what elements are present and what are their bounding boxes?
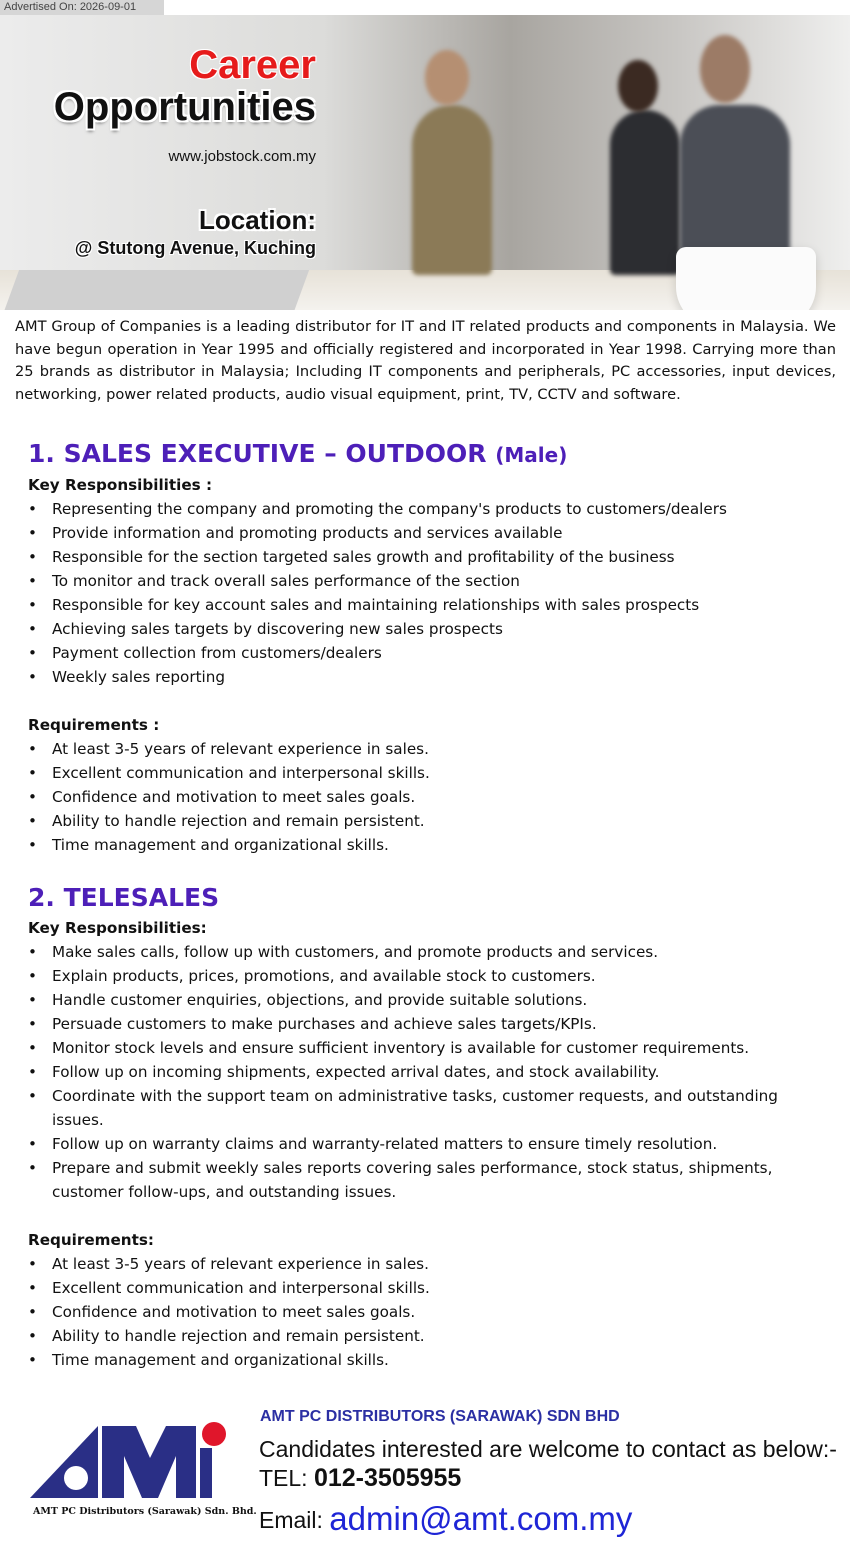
tel-label: TEL: (259, 1465, 314, 1491)
list-item: • Excellent communication and interpersonal skills. (28, 1276, 833, 1300)
list-item: • Confidence and motivation to meet sales goals. (28, 785, 833, 809)
tel-number[interactable]: 012-3505955 (313, 1464, 462, 1492)
responsibilities-list (28, 940, 833, 1204)
telephone (259, 1464, 461, 1493)
list-item: • Weekly sales reporting (28, 665, 833, 689)
email-address[interactable]: admin@amt.com.my (329, 1500, 633, 1537)
location-value: @ Stutong Avenue, Kuching (74, 238, 316, 258)
job-title-text: 1. SALES EXECUTIVE – OUTDOOR (28, 439, 487, 468)
responsibilities-list (28, 497, 833, 689)
coffee-cup-illustration (676, 247, 816, 310)
list-item: • Time management and organizational skills. (28, 1348, 833, 1372)
list-item: • Coordinate with the support team on administrative tasks, customer requests, and outstanding issues. (28, 1084, 833, 1132)
list-item: • Payment collection from customers/dealers (28, 641, 833, 665)
list-item: • Explain products, prices, promotions, and available stock to customers. (28, 964, 833, 988)
requirements-list (28, 737, 833, 857)
list-item: • Monitor stock levels and ensure sufficient inventory is available for customer requirements. (28, 1036, 833, 1060)
contact-instruction: Candidates interested are welcome to contact as below:- (259, 1436, 837, 1462)
list-item: • Achieving sales targets by discovering new sales prospects (28, 617, 833, 641)
list-item: • Confidence and motivation to meet sales goals. (28, 1300, 833, 1324)
logo-caption: AMT PC Distributors (Sarawak) Sdn. Bhd. (33, 1506, 257, 1517)
job-title-text: 2. TELESALES (28, 883, 220, 912)
person-head (700, 35, 750, 103)
requirements-list (28, 1252, 833, 1372)
list-item: • Ability to handle rejection and remain persistent. (28, 1324, 833, 1348)
list-item: • Handle customer enquiries, objections, and provide suitable solutions. (28, 988, 833, 1012)
list-item: • Ability to handle rejection and remain persistent. (28, 809, 833, 833)
responsibilities-heading: Key Responsibilities : (28, 476, 213, 494)
website-link[interactable]: www.jobstock.com.my (168, 148, 316, 165)
email (259, 1500, 632, 1538)
hero-banner (0, 15, 850, 310)
list-item: • At least 3-5 years of relevant experience in sales. (28, 737, 833, 761)
list-item: • Provide information and promoting products and services available (28, 521, 833, 545)
job-title-note: (Male) (495, 443, 568, 467)
person-head (618, 60, 658, 112)
list-item: • At least 3-5 years of relevant experience in sales. (28, 1252, 833, 1276)
list-item: • Follow up on incoming shipments, expected arrival dates, and stock availability. (28, 1060, 833, 1084)
list-item: • Time management and organizational skills. (28, 833, 833, 857)
career-heading: Career (189, 43, 316, 87)
job-title (28, 880, 833, 916)
list-item: • Follow up on warranty claims and warranty-related matters to ensure timely resolution. (28, 1132, 833, 1156)
list-item: • Prepare and submit weekly sales reports covering sales performance, stock status, shipments, customer follow-ups, and outstanding issues. (28, 1156, 833, 1204)
opportunities-heading: Opportunities (53, 85, 316, 129)
list-item: • Excellent communication and interpersonal skills. (28, 761, 833, 785)
email-label: Email: (259, 1507, 330, 1533)
requirements-heading: Requirements : (28, 716, 160, 734)
job-listings (28, 436, 833, 1372)
list-item: • Responsible for key account sales and maintaining relationships with sales prospects (28, 593, 833, 617)
company-name: AMT PC DISTRIBUTORS (SARAWAK) SDN BHD (260, 1408, 620, 1425)
list-item: • Make sales calls, follow up with customers, and promote products and services. (28, 940, 833, 964)
advertised-date-tag: Advertised On: 2026-09-01 (0, 0, 164, 15)
laptop-illustration (1, 270, 309, 310)
location-label: Location: (199, 205, 316, 235)
responsibilities-heading: Key Responsibilities: (28, 919, 207, 937)
list-item: • Responsible for the section targeted sales growth and profitability of the business (28, 545, 833, 569)
list-item: • Persuade customers to make purchases and achieve sales targets/KPIs. (28, 1012, 833, 1036)
list-item: • Representing the company and promoting the company's products to customers/dealers (28, 497, 833, 521)
person-silhouette (412, 105, 492, 275)
job-title (28, 436, 833, 473)
person-head (425, 50, 469, 105)
list-item: • To monitor and track overall sales performance of the section (28, 569, 833, 593)
requirements-heading: Requirements: (28, 1231, 154, 1249)
person-silhouette (610, 110, 680, 275)
company-intro: AMT Group of Companies is a leading distributor for IT and IT related products and components in Malaysia. We have begun operation in Year 1995 and officially registered and incorporated in Year 1998. Carrying more than 25 brands as distributor in Malaysia; Including IT components and peripherals, PC accessories, input devices, networking, power related products, audio visual equipment, print, TV, CCTV and software. (0, 310, 850, 418)
